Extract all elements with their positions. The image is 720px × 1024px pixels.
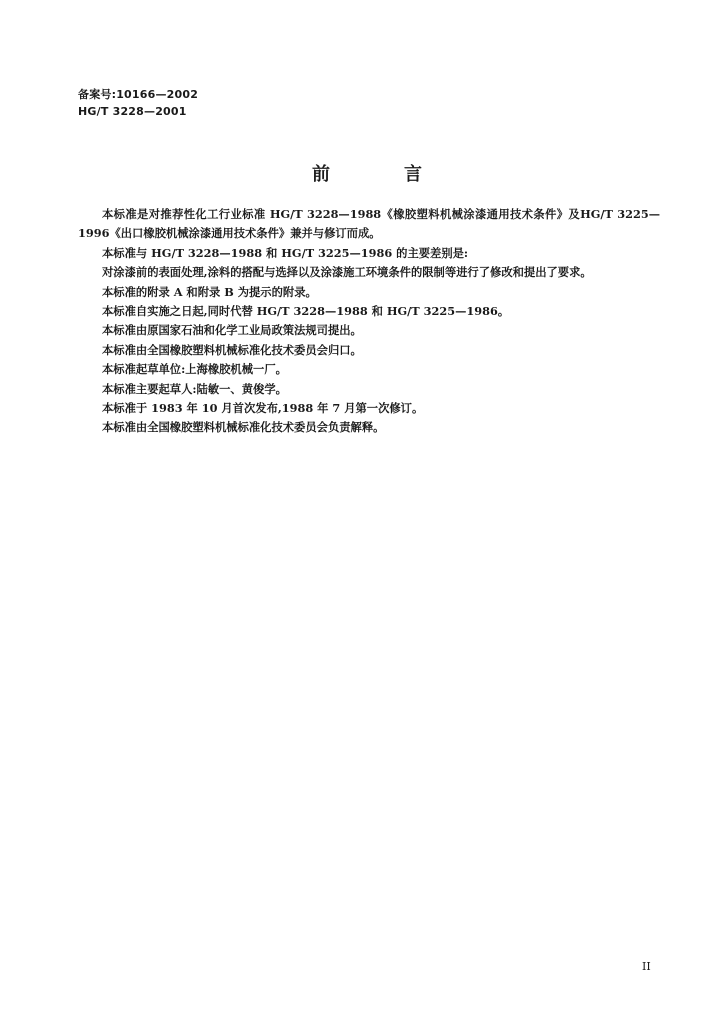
standard-number: HG/T 3228—2001 (78, 105, 187, 118)
paragraph: 本标准由全国橡胶塑料机械标准化技术委员会归口。 (102, 342, 362, 357)
paragraph: 本标准主要起草人:陆敏一、黄俊学。 (102, 381, 287, 396)
paragraph: 本标准与 HG/T 3228—1988 和 HG/T 3225—1986 的主要差别是: (102, 245, 469, 260)
paragraph: 本标准由全国橡胶塑料机械标准化技术委员会负责解释。 (102, 420, 385, 435)
filing-number: 备案号:10166—2002 (78, 88, 199, 101)
title-char-2: 言 (404, 164, 422, 185)
paragraph: 本标准自实施之日起,同时代替 HG/T 3228—1988 和 HG/T 3225—1986。 (102, 304, 510, 319)
paragraph: 本标准起草单位:上海橡胶机械一厂。 (102, 362, 287, 377)
paragraph: 本标准于 1983 年 10 月首次发布,1988 年 7 月第一次修订。 (102, 401, 424, 416)
document-header (78, 86, 198, 120)
paragraph: 本标准是对推荐性化工行业标准 HG/T 3228—1988《橡胶塑料机械涂漆通用技术条件》及HG/T 3225—1996《出口橡胶机械涂漆通用技术条件》兼并与修订而成。 (78, 207, 660, 241)
paragraph: 本标准的附录 A 和附录 B 为提示的附录。 (102, 284, 317, 299)
paragraph: 本标准由原国家石油和化学工业局政策法规司提出。 (102, 323, 362, 338)
foreword-body (78, 205, 660, 438)
paragraph: 对涂漆前的表面处理,涂料的搭配与选择以及涂漆施工环境条件的限制等进行了修改和提出了要求。 (102, 265, 592, 280)
title-char-1: 前 (312, 164, 330, 185)
page-title (312, 160, 422, 186)
page-number: II (642, 960, 651, 973)
